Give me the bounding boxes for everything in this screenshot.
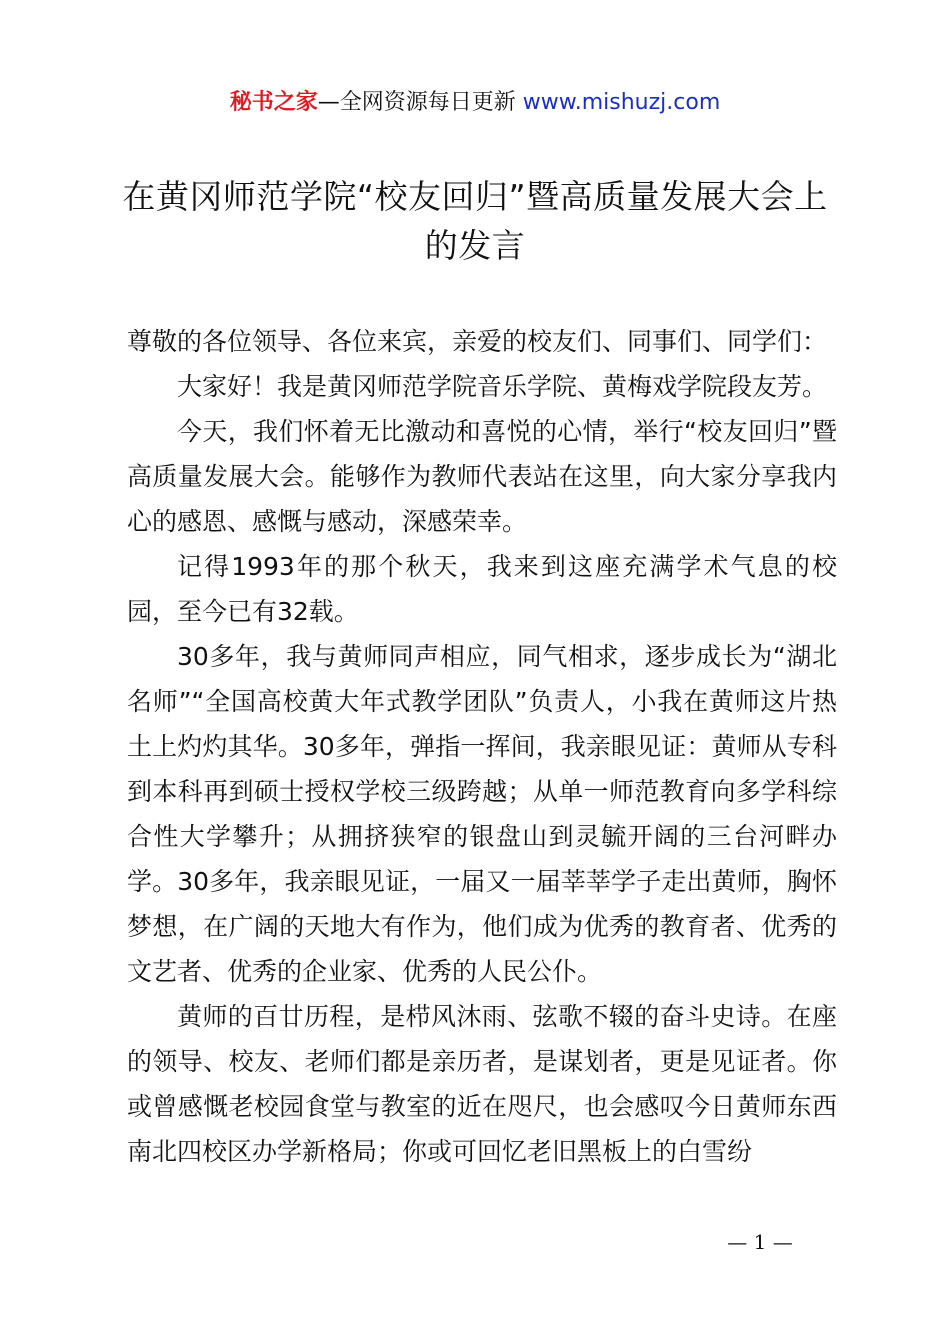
- paragraph-3: 记得1993年的那个秋天，我来到这座充满学术气息的校园，至今已有32载。: [127, 552, 837, 626]
- salutation: 尊敬的各位领导、各位来宾，亲爱的校友们、同事们、同学们：: [127, 327, 828, 356]
- header-separator: —: [317, 90, 340, 115]
- site-brand: 秘书之家: [229, 90, 318, 115]
- paragraph-5: 黄师的百廿历程，是栉风沐雨、弦歌不辍的奋斗史诗。在座的领导、校友、老师们都是亲历者，是谋划者，更是见证者。你或曾感慨老校园食堂与教室的近在咫尺，也会感叹今日黄师东西南北四校区办学新格局；你或可回忆老旧黑板上的白雪纷: [127, 1002, 837, 1166]
- paragraph-2: 今天，我们怀着无比激动和喜悦的心情，举行“校友回归”暨高质量发展大会。能够作为教师代表站在这里，向大家分享我内心的感恩、感慨与感动，深感荣幸。: [127, 417, 837, 536]
- page-number: — 1 —: [727, 1230, 793, 1254]
- site-header: [0, 88, 950, 118]
- paragraph-4: 30多年，我与黄师同声相应，同气相求，逐步成长为“湖北名师”“全国高校黄大年式教学团队”负责人，小我在黄师这片热土上灼灼其华。30多年，弹指一挥间，我亲眼见证：黄师从专科到本科再到硕士授权学校三级跨越；从单一师范教育向多学科综合性大学攀升；从拥挤狭窄的银盘山到灵毓开阔的三台河畔办学。30多年，我亲眼见证，一届又一届莘莘学子走出黄师，胸怀梦想，在广阔的天地大有作为，他们成为优秀的教育者、优秀的文艺者、优秀的企业家、优秀的人民公仆。: [127, 642, 837, 986]
- site-url-link[interactable]: www.mishuzj.com: [522, 90, 721, 115]
- paragraph-1: 大家好！我是黄冈师范学院音乐学院、黄梅戏学院段友芳。: [177, 372, 828, 401]
- document-title: 在黄冈师范学院“校友回归”暨高质量发展大会上的发言: [122, 177, 828, 265]
- document-body: [127, 319, 837, 1174]
- site-tagline: 全网资源每日更新: [339, 90, 523, 115]
